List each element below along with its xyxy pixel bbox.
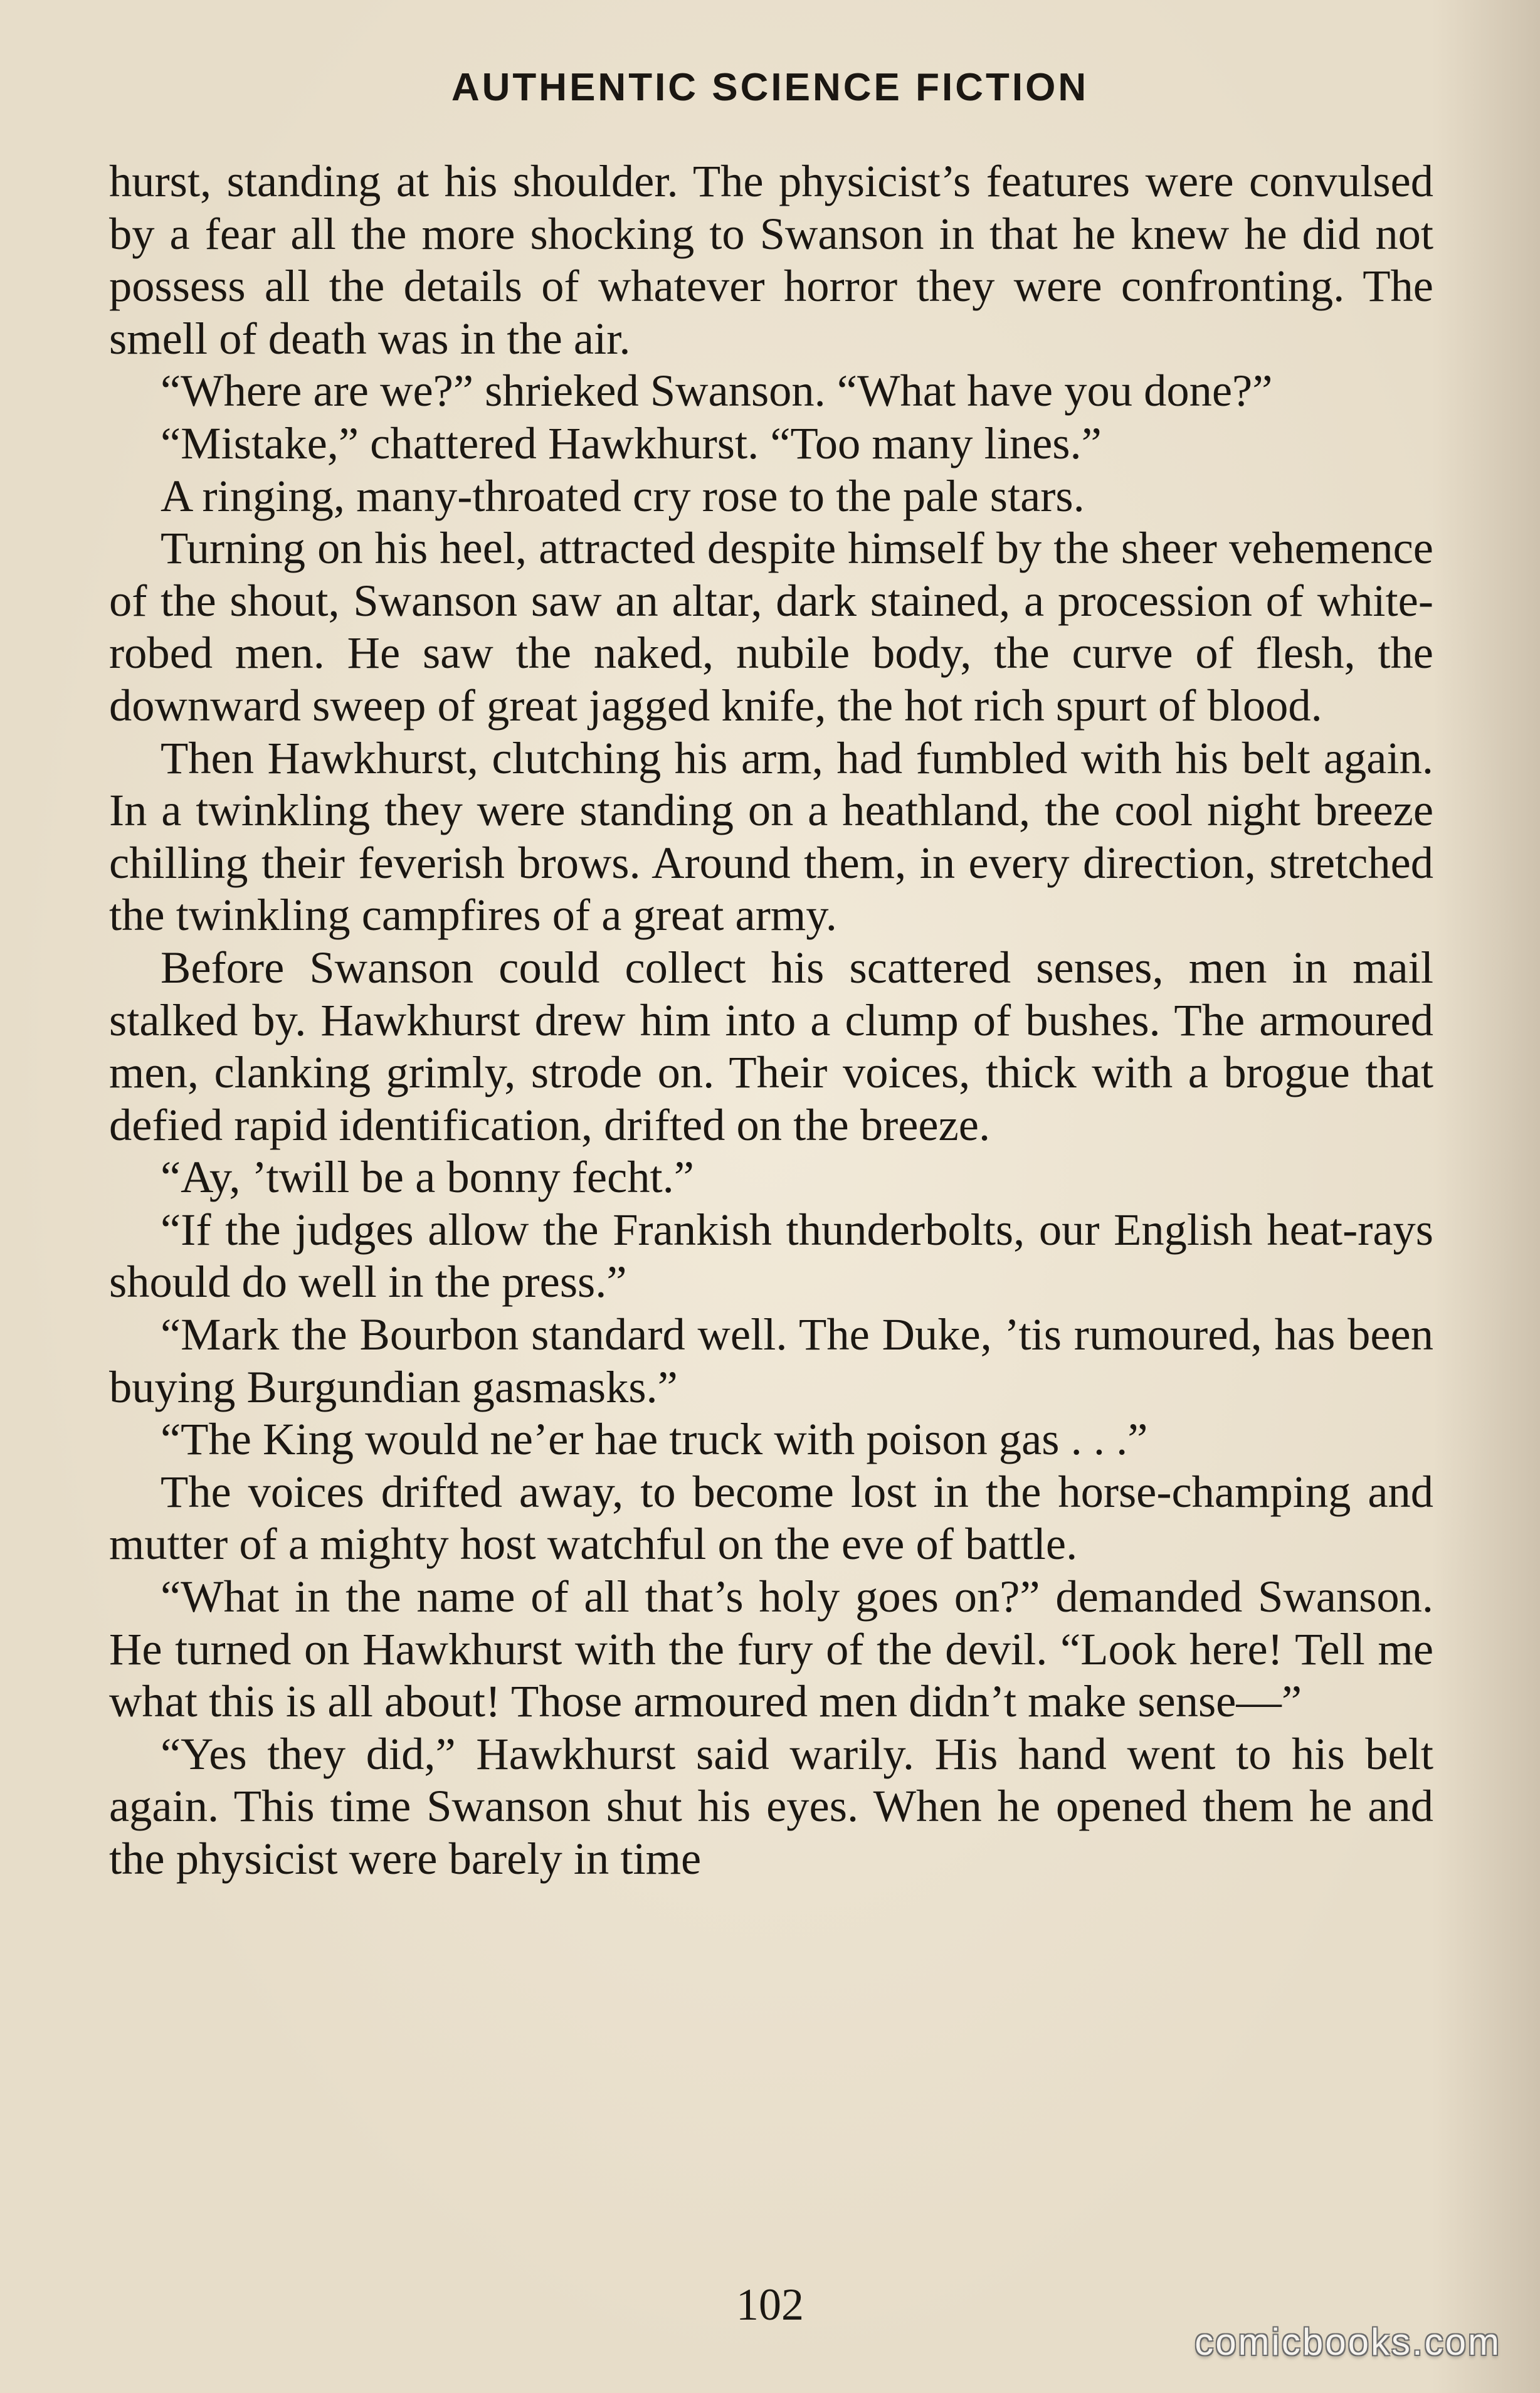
watermark: comicbooks.com [1195, 2321, 1501, 2363]
running-header: AUTHENTIC SCIENCE FICTION [451, 66, 1089, 109]
paragraph: Turning on his heel, attracted despite himself by the sheer vehemence of the shout, Swanson saw an altar, dark stained, a procession of white-robed men. He saw the naked, nubile body, the curve of flesh, the downward sweep of great jagged knife, the hot rich spurt of blood. [109, 522, 1433, 731]
paragraph: “Mistake,” chattered Hawkhurst. “Too many lines.” [161, 417, 1102, 468]
page-number: 102 [736, 2279, 804, 2330]
paragraph: hurst, standing at his shoulder. The physicist’s features were convulsed by a fear all the more shocking to Swanson in that he knew he did not possess all the details of whatever horror they were confronting. The smell of death was in the air. [109, 156, 1433, 364]
paragraph: “What in the name of all that’s holy goes on?” demanded Swanson. He turned on Hawkhurst with the fury of the devil. “Look here! Tell me what this is all about! Those armoured men didn’t make sense—” [109, 1571, 1433, 1727]
paragraph: The voices drifted away, to become lost in the horse-champing and mutter of a mighty host watchful on the eve of battle. [109, 1466, 1433, 1570]
paragraph: Then Hawkhurst, clutching his arm, had fumbled with his belt again. In a twinkling they were standing on a heathland, the cool night breeze chilling their feverish brows. Around them, in every direction, stretched the twinkling campfires of a great army. [109, 732, 1433, 941]
paragraph: “Yes they did,” Hawkhurst said warily. His hand went to his belt again. This time Swanson shut his eyes. When he opened them he and the physicist were barely in time [109, 1728, 1433, 1884]
body-text [109, 155, 1433, 1885]
paragraph: Before Swanson could collect his scattered senses, men in mail stalked by. Hawkhurst drew him into a clump of bushes. The armoured men, clanking grimly, strode on. Their voices, thick with a brogue that defied rapid identification, drifted on the breeze. [109, 941, 1433, 1150]
paragraph: “The King would ne’er hae truck with poison gas . . .” [161, 1413, 1148, 1465]
paragraph: “Where are we?” shrieked Swanson. “What have you done?” [161, 365, 1273, 416]
paragraph: “If the judges allow the Frankish thunderbolts, our English heat-rays should do well in the press.” [109, 1203, 1433, 1307]
paragraph: A ringing, many-throated cry rose to the pale stars. [161, 470, 1085, 521]
paragraph: “Ay, ’twill be a bonny fecht.” [161, 1151, 694, 1203]
paragraph: “Mark the Bourbon standard well. The Duke, ’tis rumoured, has been buying Burgundian gasmasks.” [109, 1309, 1433, 1412]
